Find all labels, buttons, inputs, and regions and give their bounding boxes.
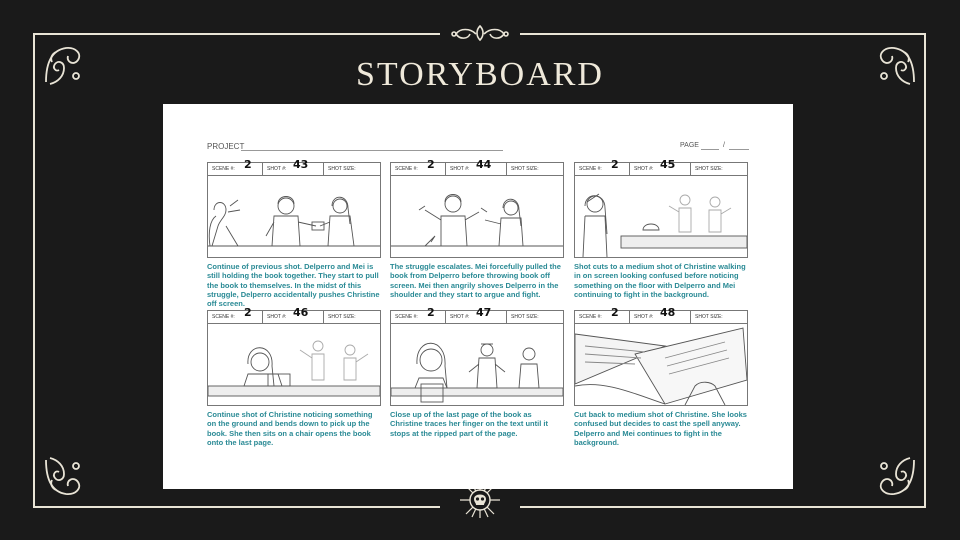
panel-header: SCENE #: 2 SHOT #: 47 SHOT SIZE: <box>390 310 564 323</box>
storyboard-panel <box>574 306 748 447</box>
storyboard-panel <box>207 306 381 447</box>
scene-number: 2 <box>611 158 619 171</box>
panel-sketch <box>574 323 748 406</box>
panel-caption: Continue of previous shot. Delperro and Mei is still holding the book together. They start to pull the book to themselves. In the midst of this struggle, Delperro accidentally pushes Christine off screen. <box>207 262 380 309</box>
panel-header: SCENE #: 2 SHOT #: 43 SHOT SIZE: <box>207 162 381 175</box>
panel-sketch <box>574 175 748 258</box>
slide-title: STORYBOARD <box>356 56 604 93</box>
shot-number: 47 <box>476 306 492 319</box>
storyboard-panel <box>207 158 381 309</box>
project-line <box>241 150 503 151</box>
panel-header: SCENE #: 2 SHOT #: 46 SHOT SIZE: <box>207 310 381 323</box>
panel-header: SCENE #: 2 SHOT #: 45 SHOT SIZE: <box>574 162 748 175</box>
storyboard-panel <box>390 158 564 299</box>
panel-header: SCENE #: 2 SHOT #: 48 SHOT SIZE: <box>574 310 748 323</box>
panel-caption: Continue shot of Christine noticing something on the ground and bends down to pick up the book. She then sits on a chair opens the book onto the last page. <box>207 410 373 447</box>
shot-number: 46 <box>293 306 309 319</box>
panel-caption: Cut back to medium shot of Christine. She looks confused but decides to cast the spell anyway. Delperro and Mei continues to fight in the background. <box>574 410 747 447</box>
page-separator: / <box>723 142 725 149</box>
scene-number: 2 <box>427 306 435 319</box>
panel-header: SCENE #: 2 SHOT #: 44 SHOT SIZE: <box>390 162 564 175</box>
shot-number: 48 <box>660 306 676 319</box>
shot-number: 45 <box>660 158 676 171</box>
panel-sketch <box>390 175 564 258</box>
panel-sketch <box>207 175 381 258</box>
scene-number: 2 <box>427 158 435 171</box>
page-line <box>701 149 719 150</box>
corner-flourish-icon <box>874 454 918 500</box>
panel-caption: Close up of the last page of the book as Christine traces her finger on the text until it stops at the ripped part of the page. <box>390 410 548 438</box>
panel-caption: Shot cuts to a medium shot of Christine walking in on screen looking confused before noticing something on the floor with Delperro and Mei continuing to fight in the background. <box>574 262 746 299</box>
scene-number: 2 <box>244 306 252 319</box>
scene-number: 2 <box>244 158 252 171</box>
storyboard-sheet <box>163 104 793 489</box>
panel-sketch <box>207 323 381 406</box>
storyboard-panel <box>574 158 748 299</box>
shot-number: 43 <box>293 158 309 171</box>
storyboard-panel <box>390 306 564 438</box>
flourish-icon <box>448 22 512 44</box>
project-label: PROJECT <box>207 142 245 151</box>
shot-number: 44 <box>476 158 492 171</box>
panel-sketch <box>390 323 564 406</box>
page-label-text: PAGE <box>680 142 699 149</box>
scene-number: 2 <box>611 306 619 319</box>
page-label <box>680 142 699 149</box>
corner-flourish-icon <box>42 454 86 500</box>
panel-caption: The struggle escalates. Mei forcefully pulled the book from Delperro before throwing book off screen. Mei then angrily shoves Delperro in the shoulder and they start to argue and fight. <box>390 262 561 299</box>
page-line <box>729 149 749 150</box>
